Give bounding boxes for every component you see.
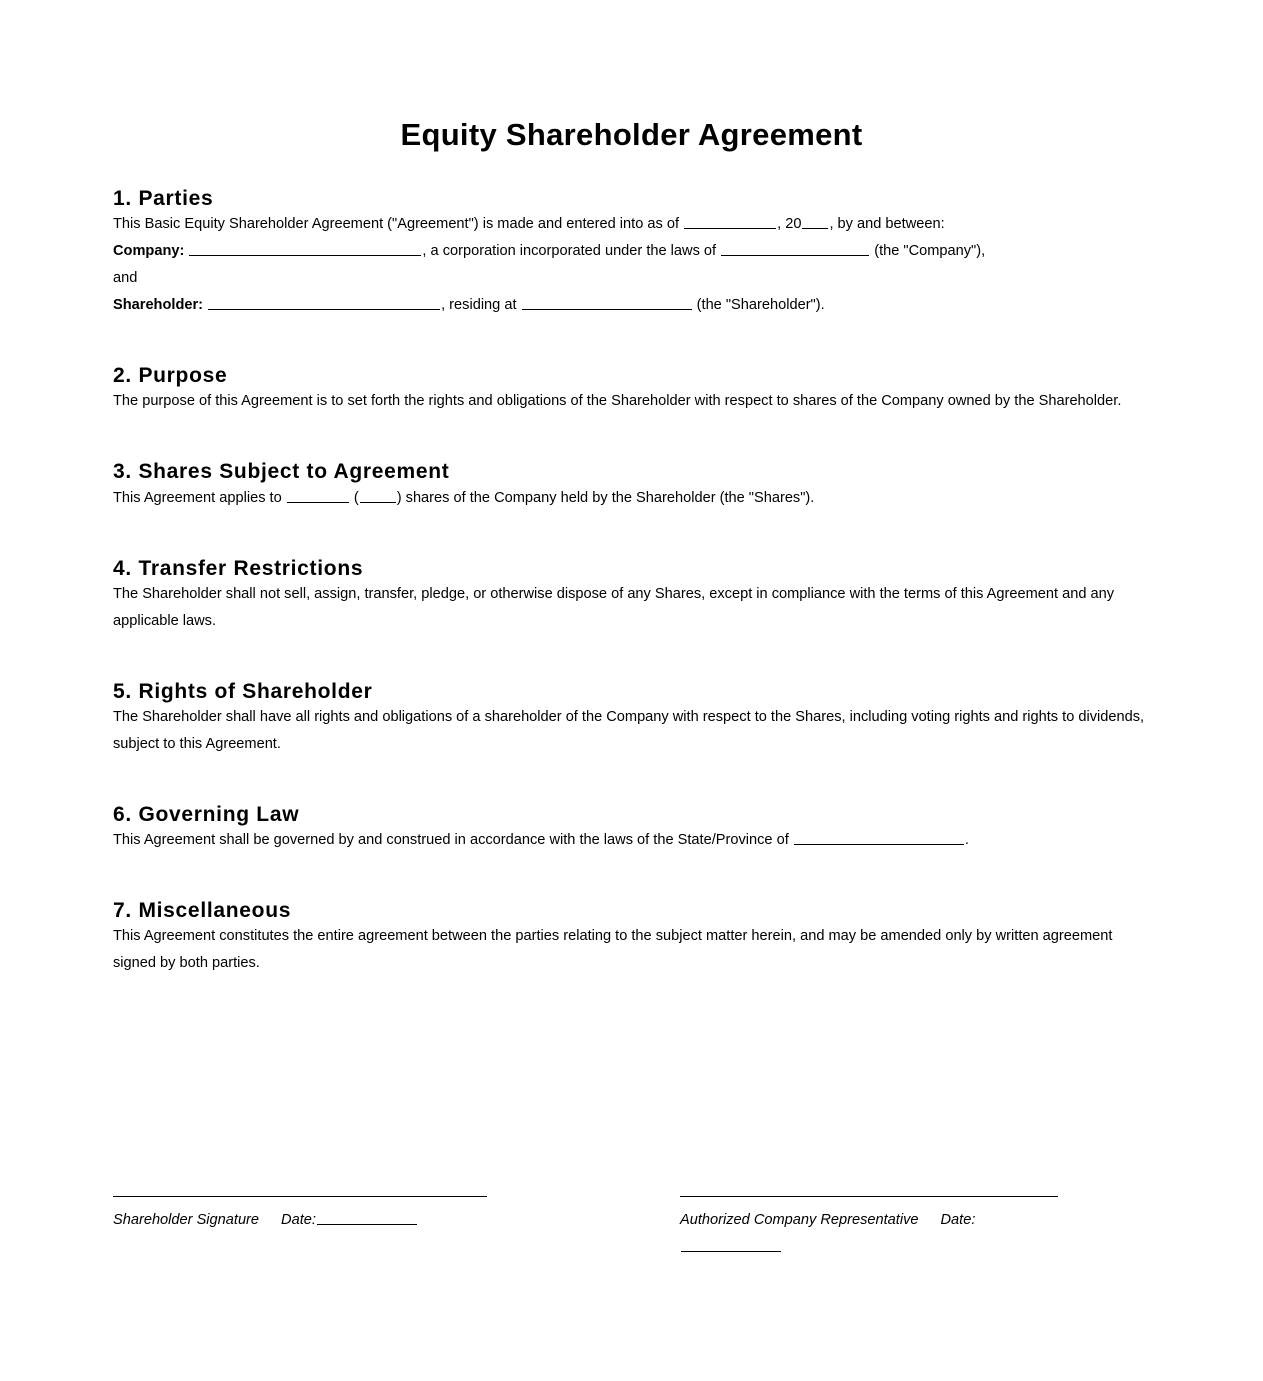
shareholder-date-blank[interactable] [317, 1211, 417, 1225]
section-heading-miscellaneous: 7. Miscellaneous [113, 899, 292, 923]
company-name-blank[interactable] [189, 242, 421, 256]
share-count-blank[interactable] [287, 489, 349, 503]
parties-intro-part1: This Basic Equity Shareholder Agreement ("Agreement") is made and entered into as of [113, 216, 680, 233]
shares-part2: ( [353, 489, 359, 506]
section-shares-subject [113, 459, 1153, 511]
signature-column-shareholder [113, 1196, 487, 1261]
page-title: Equity Shareholder Agreement [400, 117, 863, 152]
parties-conjunction: and [113, 270, 138, 287]
parties-intro-paragraph [113, 211, 1153, 238]
miscellaneous-paragraph: This Agreement constitutes the entire agreement between the parties relating to the subject matter herein, and may be amended only by written agreement signed by both parties. [113, 928, 1113, 972]
governing-law-state-blank[interactable] [794, 831, 964, 845]
section-purpose [113, 363, 1153, 415]
company-mid-text: , a corporation incorporated under the laws of [422, 243, 717, 260]
parties-intro-part3: , by and between: [829, 216, 945, 233]
shareholder-signature-label: Shareholder Signature [113, 1212, 260, 1228]
shareholder-name-blank[interactable] [208, 296, 440, 310]
signature-column-company [680, 1196, 1058, 1261]
company-representative-date-blank[interactable] [681, 1238, 781, 1252]
governing-law-paragraph [113, 827, 1153, 854]
governing-law-part1: This Agreement shall be governed by and construed in accordance with the laws of the State/Province of [113, 832, 789, 849]
rights-of-shareholder-paragraph: The Shareholder shall have all rights and obligations of a shareholder of the Company with respect to the Shares, including voting rights and rights to dividends, subject to this Agreement. [113, 708, 1145, 752]
company-jurisdiction-blank[interactable] [721, 242, 869, 256]
section-parties [113, 186, 1153, 319]
year-blank[interactable] [802, 215, 828, 229]
section-heading-governing-law: 6. Governing Law [113, 802, 300, 826]
company-tail-text: (the "Company"), [874, 243, 986, 260]
company-paragraph [113, 238, 1153, 265]
section-rights-of-shareholder [113, 679, 1153, 758]
shares-part3: ) shares of the Company held by the Shareholder (the "Shares"). [396, 489, 815, 506]
signature-block [113, 1196, 1153, 1261]
parties-intro-part2: , 20 [777, 216, 802, 233]
shareholder-label: Shareholder: [113, 297, 204, 314]
section-heading-shares-subject: 3. Shares Subject to Agreement [113, 460, 450, 484]
purpose-paragraph: The purpose of this Agreement is to set forth the rights and obligations of the Shareholder with respect to shares of the Company owned by the Shareholder. [113, 393, 1122, 410]
shareholder-signature-caption [113, 1207, 487, 1234]
section-heading-purpose: 2. Purpose [113, 364, 228, 388]
company-label: Company: [113, 243, 185, 260]
company-representative-signature-line[interactable] [680, 1196, 1058, 1197]
shareholder-tail-text: (the "Shareholder"). [696, 297, 825, 314]
document-body [113, 186, 1153, 977]
shareholder-date-label: Date: [281, 1212, 316, 1228]
share-count-numeral-blank[interactable] [360, 489, 396, 503]
company-representative-date-label: Date: [940, 1212, 976, 1228]
shareholder-mid-text: , residing at [441, 297, 517, 314]
date-blank[interactable] [684, 215, 776, 229]
section-governing-law [113, 802, 1153, 854]
shareholder-address-blank[interactable] [522, 296, 692, 310]
shares-part1: This Agreement applies to [113, 489, 282, 506]
company-representative-label: Authorized Company Representative [680, 1212, 919, 1228]
section-heading-parties: 1. Parties [113, 187, 214, 210]
shares-paragraph [113, 485, 1153, 512]
section-transfer-restrictions [113, 556, 1153, 635]
company-representative-caption [680, 1207, 1058, 1261]
transfer-restrictions-paragraph: The Shareholder shall not sell, assign, transfer, pledge, or otherwise dispose of any Shares, except in compliance with the terms of this Agreement and any applicable laws. [113, 585, 1115, 629]
shareholder-signature-line[interactable] [113, 1196, 487, 1197]
governing-law-part2: . [964, 832, 969, 849]
section-miscellaneous [113, 898, 1153, 977]
section-heading-transfer-restrictions: 4. Transfer Restrictions [113, 556, 364, 580]
section-heading-rights-of-shareholder: 5. Rights of Shareholder [113, 679, 373, 703]
shareholder-paragraph [113, 292, 1153, 319]
